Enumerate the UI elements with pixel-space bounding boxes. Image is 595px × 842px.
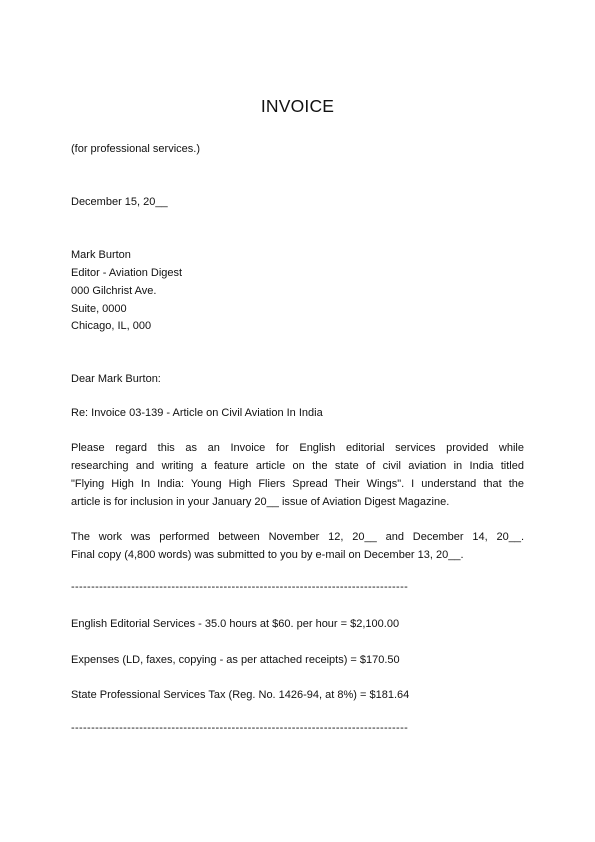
recipient-suite: Suite, 0000 bbox=[71, 303, 127, 315]
salutation: Dear Mark Burton: bbox=[71, 373, 161, 385]
recipient-role: Editor - Aviation Digest bbox=[71, 267, 183, 279]
body-paragraph-1-line: researching and writing a feature article on the state of civil aviation in India titled bbox=[71, 460, 524, 472]
body-paragraph-1-line: article is for inclusion in your January 20__ issue of Aviation Digest Magazine. bbox=[71, 496, 450, 508]
body-paragraph-1 bbox=[71, 439, 524, 511]
invoice-subtitle: (for professional services.) bbox=[71, 143, 200, 155]
invoice-title: INVOICE bbox=[260, 96, 335, 116]
reference-line: Re: Invoice 03-139 - Article on Civil Aviation In India bbox=[71, 407, 323, 419]
charge-expenses: Expenses (LD, faxes, copying - as per attached receipts) = $170.50 bbox=[71, 654, 400, 666]
body-paragraph-2-line: Final copy (4,800 words) was submitted to you by e-mail on December 13, 20__. bbox=[71, 549, 464, 561]
body-paragraph-2 bbox=[71, 528, 524, 564]
recipient-city: Chicago, IL, 000 bbox=[71, 320, 152, 332]
body-paragraph-1-line: Please regard this as an Invoice for English editorial services provided while bbox=[71, 442, 524, 454]
recipient-street: 000 Gilchrist Ave. bbox=[71, 285, 157, 297]
divider-bottom: ------------------------------------------------------------------------------------ bbox=[71, 722, 409, 734]
invoice-date: December 15, 20__ bbox=[71, 196, 168, 208]
recipient-name: Mark Burton bbox=[71, 249, 131, 261]
divider-top: ------------------------------------------------------------------------------------ bbox=[71, 581, 409, 593]
body-paragraph-2-line: The work was performed between November 12, 20__ and December 14, 20__. bbox=[71, 531, 524, 543]
charge-tax: State Professional Services Tax (Reg. No. 1426-94, at 8%) = $181.64 bbox=[71, 689, 410, 701]
body-paragraph-1-line: "Flying High In India: Young High Fliers Spread Their Wings". I understand that the bbox=[71, 478, 524, 490]
charge-editorial: English Editorial Services - 35.0 hours at $60. per hour = $2,100.00 bbox=[71, 618, 400, 630]
